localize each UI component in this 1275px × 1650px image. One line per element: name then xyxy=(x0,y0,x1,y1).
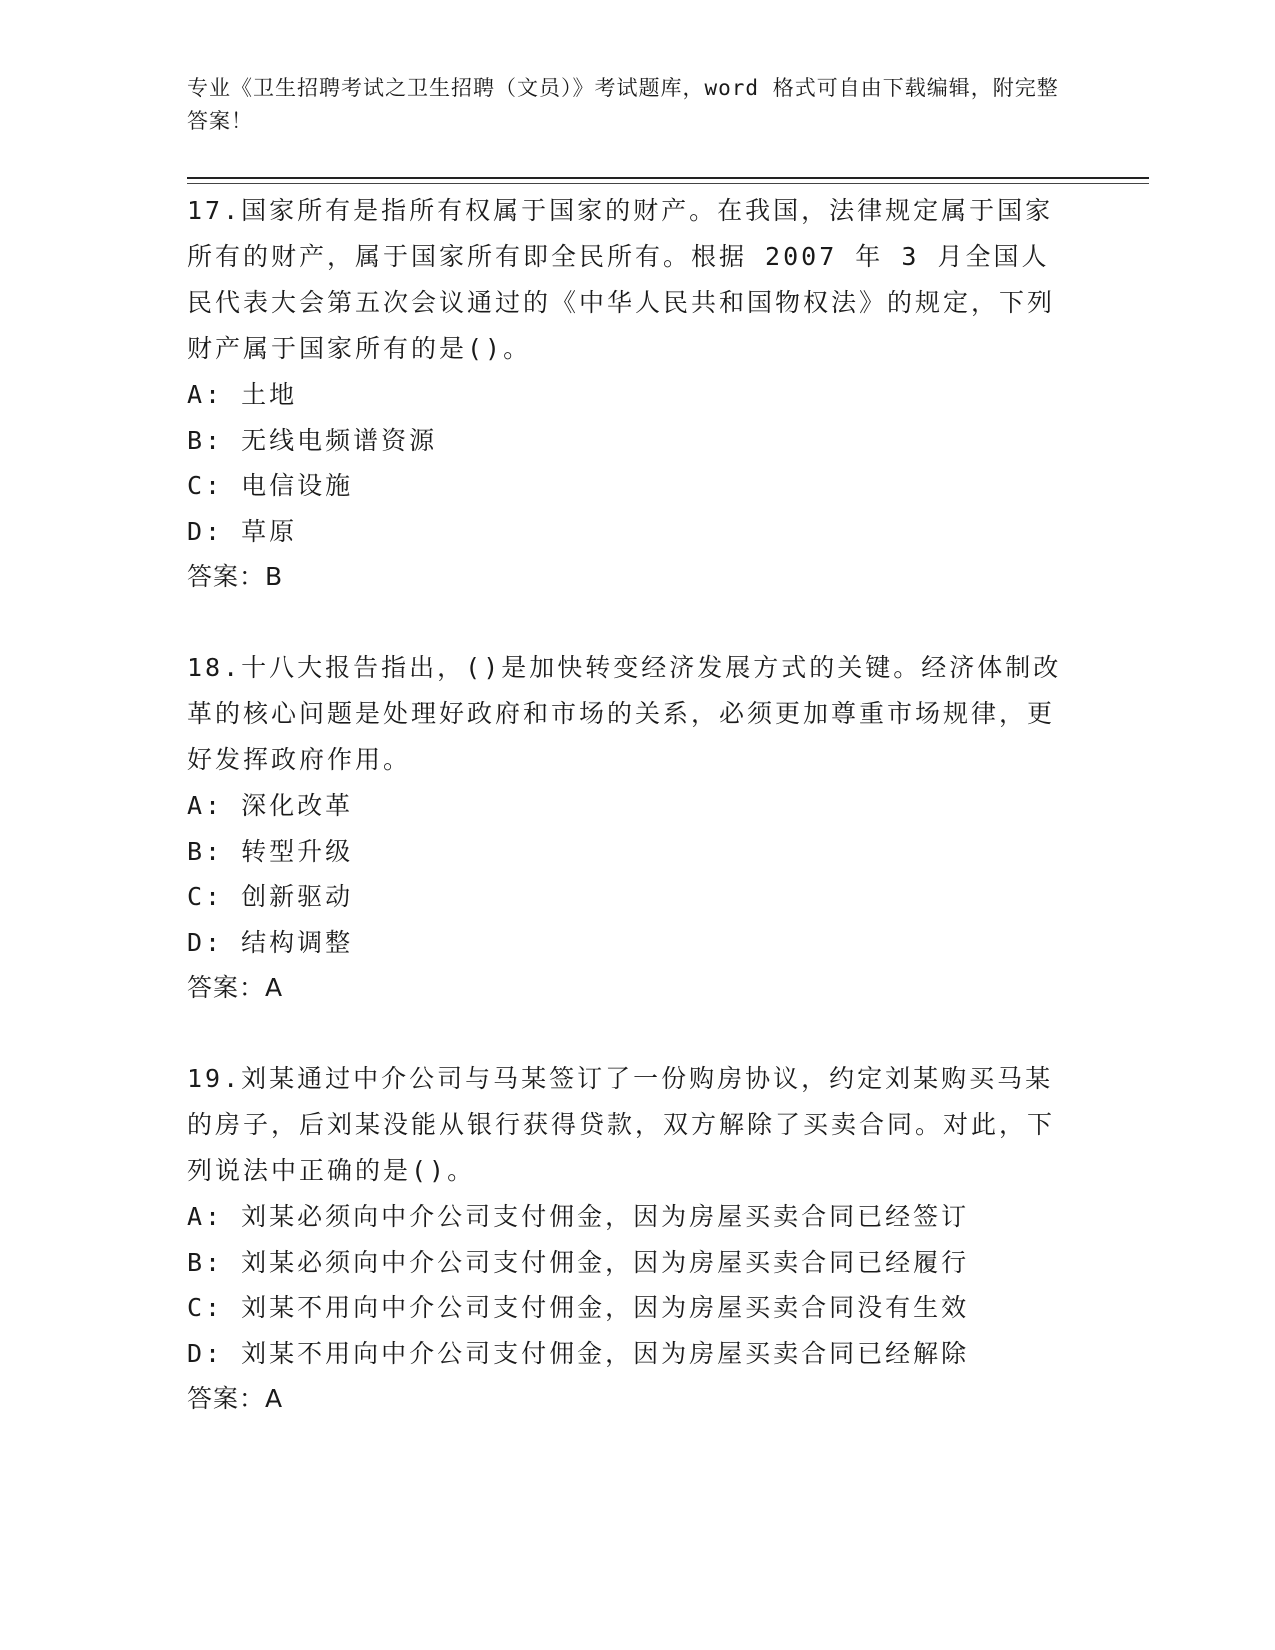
document-header: 专业《卫生招聘考试之卫生招聘（文员）》考试题库，word 格式可自由下载编辑，附完整答案！ xyxy=(187,76,1059,133)
question-text: 17.国家所有是指所有权属于国家的财产。在我国，法律规定属于国家所有的财产，属于国家所有即全民所有。根据 2007 年 3 月全国人民代表大会第五次会议通过的《中华人民共和国物权法》的规定，下列财产属于国家所有的是()。 xyxy=(187,196,1056,363)
header-divider-thin xyxy=(187,183,1149,184)
question-text: 18.十八大报告指出，()是加快转变经济发展方式的关键。经济体制改革的核心问题是处理好政府和市场的关系，必须更加尊重市场规律，更好发挥政府作用。 xyxy=(187,653,1062,774)
option-b: B: 刘某必须向中介公司支付佣金，因为房屋买卖合同已经履行 xyxy=(187,1247,970,1277)
option-d: D: 刘某不用向中介公司支付佣金，因为房屋买卖合同已经解除 xyxy=(187,1338,970,1368)
option-a: A: 深化改革 xyxy=(187,791,354,820)
option-a: A: 刘某必须向中介公司支付佣金，因为房屋买卖合同已经签订 xyxy=(187,1202,970,1231)
question-17 xyxy=(187,188,1067,600)
question-19 xyxy=(187,1056,1067,1422)
question-18 xyxy=(187,645,1067,1011)
answer: 答案：A xyxy=(187,1384,284,1413)
option-b: B: 转型升级 xyxy=(187,836,354,866)
answer: 答案：B xyxy=(187,562,284,591)
option-d: D: 草原 xyxy=(187,516,298,546)
option-c: C: 电信设施 xyxy=(187,471,354,500)
header-divider-thick xyxy=(187,177,1149,179)
option-c: C: 创新驱动 xyxy=(187,882,354,911)
option-b: B: 无线电频谱资源 xyxy=(187,425,438,455)
question-text: 19.刘某通过中介公司与马某签订了一份购房协议，约定刘某购买马某的房子，后刘某没能从银行获得贷款，双方解除了买卖合同。对此，下列说法中正确的是()。 xyxy=(187,1064,1056,1185)
answer: 答案：A xyxy=(187,973,284,1002)
option-c: C: 刘某不用向中介公司支付佣金，因为房屋买卖合同没有生效 xyxy=(187,1293,970,1322)
option-a: A: 土地 xyxy=(187,380,298,409)
option-d: D: 结构调整 xyxy=(187,927,354,957)
